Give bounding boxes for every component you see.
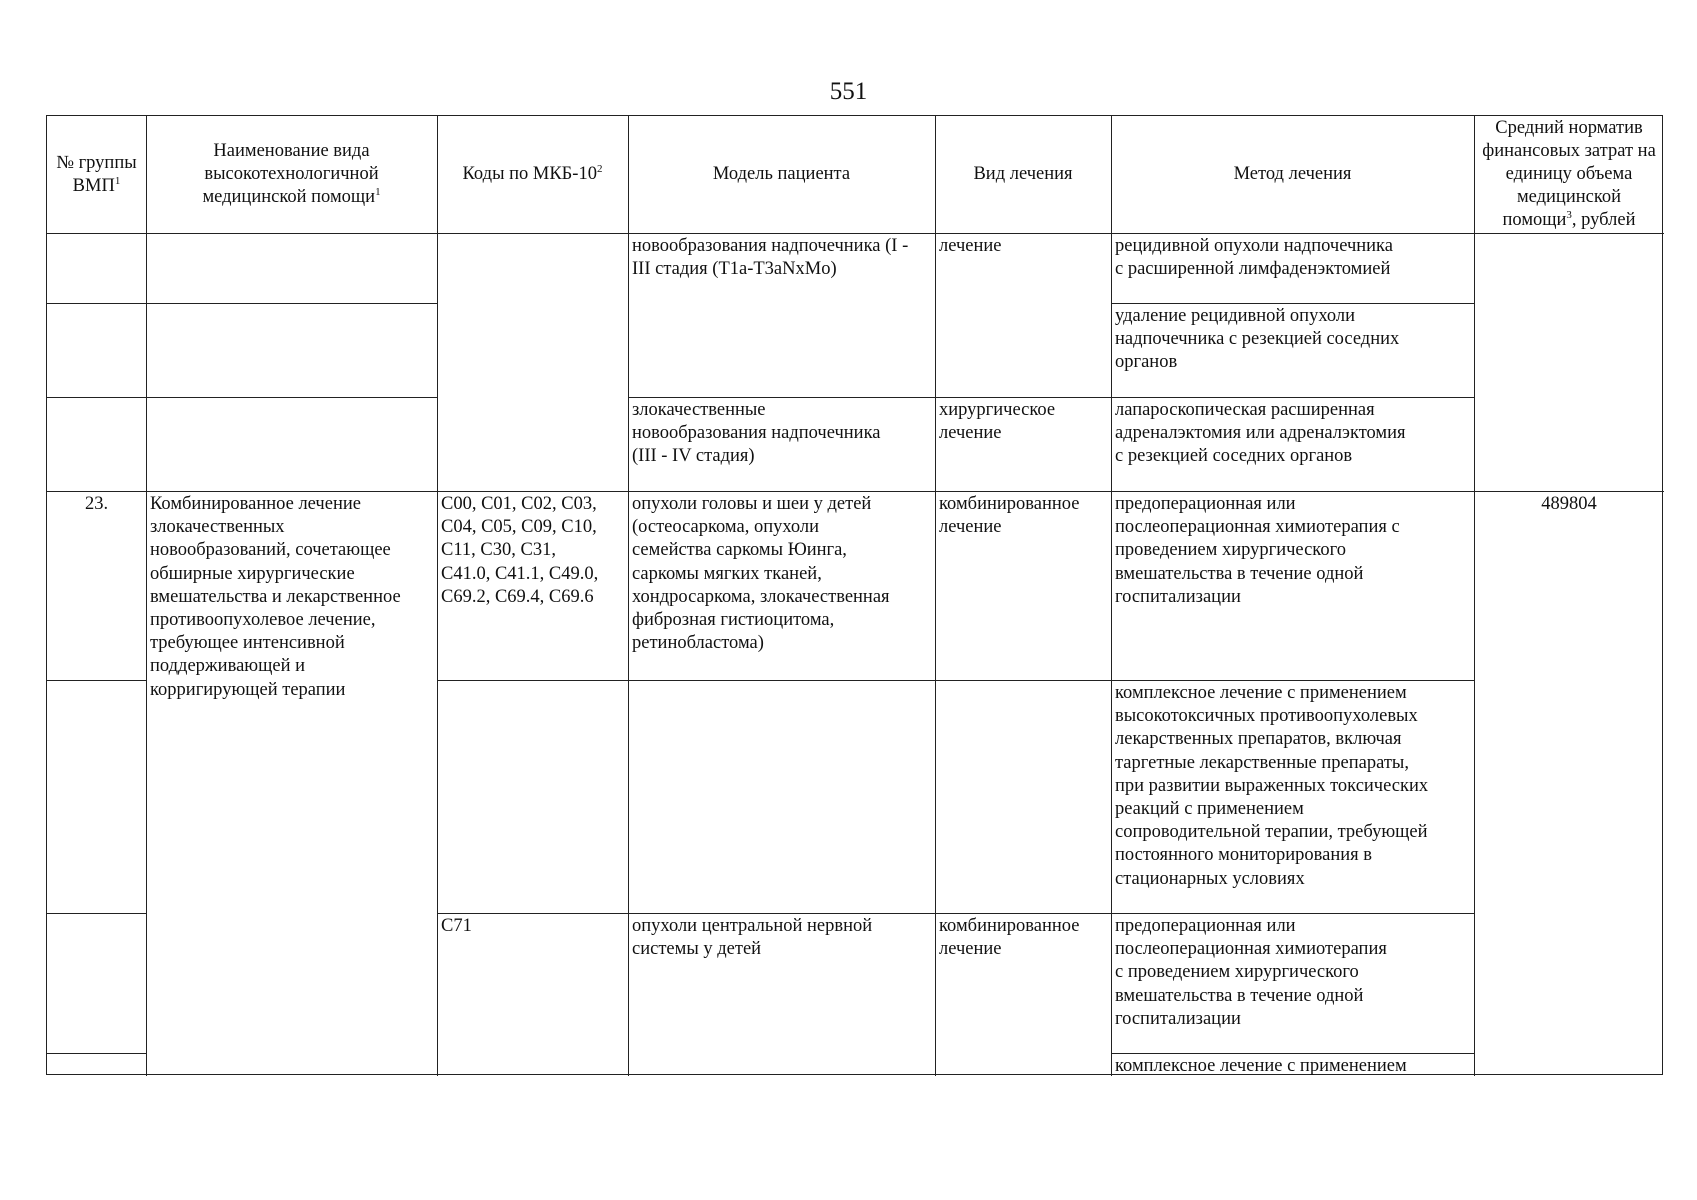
row-divider xyxy=(47,1053,146,1054)
header-group: № группы ВМП$^1$ xyxy=(56,152,137,196)
method-cell: рецидивной опухоли надпочечника с расширенной лимфаденэктомией xyxy=(1115,236,1393,280)
header-method: Метод лечения xyxy=(1233,164,1352,184)
method-cell: комплексное лечение с применением высокотоксичных противоопухолевых лекарственных препаратов, включая таргетные лекарственные препараты, при развитии выраженных токсических реакций с применением сопроводительной терапии, требующей постоянного мониторирования в стационарных условиях xyxy=(1115,683,1429,889)
treatment-type-cell: комбинированное лечение xyxy=(939,916,1080,960)
header-treatment-type: Вид лечения xyxy=(973,164,1073,184)
row-divider xyxy=(47,913,146,914)
model-cell: опухоли центральной нервной системы у детей xyxy=(632,916,873,960)
header-cost: Средний норматив финансовых затрат на единицу объема медицинской помощи$^3$, рублей xyxy=(1482,118,1656,230)
row-divider xyxy=(47,680,146,681)
row-divider xyxy=(437,680,1474,681)
row-divider xyxy=(628,397,1474,398)
header-model: Модель пациента xyxy=(712,164,851,184)
method-cell: комплексное лечение с применением xyxy=(1115,1056,1407,1076)
vmp-name-cell: Комбинированное лечение злокачественных новообразований, сочетающее обширные хирургические вмешательства и лекарственное противоопухолевое лечение, требующее интенсивной поддерживающей и корригирующей терапии xyxy=(150,494,401,700)
row-divider xyxy=(1111,1053,1474,1054)
method-cell: удаление рецидивной опухоли надпочечника с резекцией соседних органов xyxy=(1115,306,1400,373)
codes-cell: C00, C01, C02, C03, C04, C05, C09, C10, C11, C30, C31, C41.0, C41.1, C49.0, C69.2, C69.4, C69.6 xyxy=(441,494,599,607)
group-number-cell: 23. xyxy=(84,494,109,514)
model-cell: опухоли головы и шеи у детей (остеосаркома, опухоли семейства саркомы Юинга, саркомы мягких тканей, хондросаркома, злокачественная фиброзная гистиоцитома, ретинобластома) xyxy=(632,494,890,654)
method-cell: лапароскопическая расширенная адреналэктомия или адреналэктомия с резекцией соседних органов xyxy=(1115,400,1406,467)
header-codes: Коды по МКБ-$10^2$ xyxy=(462,162,603,184)
model-cell: новообразования надпочечника (I - III стадия (T1a-T3aNxMo) xyxy=(632,236,909,280)
page-number: 551 xyxy=(829,78,868,105)
cost-cell: 489804 xyxy=(1541,494,1597,514)
row-divider xyxy=(1111,303,1474,304)
model-cell: злокачественные новообразования надпочечника (III - IV стадия) xyxy=(632,400,881,467)
vmp-table xyxy=(46,115,1663,1075)
treatment-type-cell: лечение xyxy=(939,236,1002,256)
row-divider xyxy=(47,397,437,398)
col-divider xyxy=(1474,116,1475,1076)
row-divider xyxy=(47,303,437,304)
header-name: Наименование вида высокотехнологичной медицинской помощи$^1$ xyxy=(202,141,381,207)
codes-cell: C71 xyxy=(441,916,472,936)
header-divider xyxy=(47,233,1664,234)
treatment-type-cell: хирургическое лечение xyxy=(939,400,1056,444)
row-divider xyxy=(437,913,1474,914)
row-divider xyxy=(47,491,1664,492)
treatment-type-cell: комбинированное лечение xyxy=(939,494,1080,538)
method-cell: предоперационная или послеоперационная химиотерапия с проведением хирургического вмешательства в течение одной госпитализации xyxy=(1115,494,1400,607)
method-cell: предоперационная или послеоперационная химиотерапия с проведением хирургического вмешательства в течение одной госпитализации xyxy=(1115,916,1387,1029)
